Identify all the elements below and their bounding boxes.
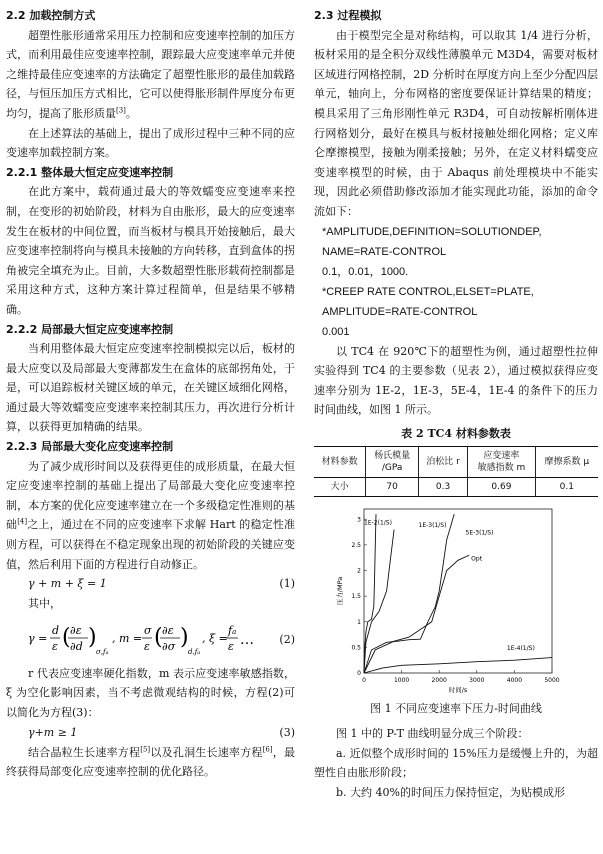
code-line: AMPLITUDE=RATE-CONTROL — [322, 305, 478, 318]
svg-text:ε: ε — [144, 639, 150, 653]
svg-text:ε: ε — [228, 639, 234, 653]
figure-1 — [314, 497, 598, 697]
svg-text:σ: σ — [144, 623, 152, 637]
table-row — [314, 477, 598, 496]
svg-text:fa: fa — [228, 623, 237, 637]
section-2-2-title: 2.2 加载控制方式 — [6, 9, 96, 22]
pressure-time-chart — [314, 497, 598, 697]
table-cell: 0.69 — [468, 477, 535, 496]
table-cell: 0.3 — [418, 477, 467, 496]
table-header: 杨氏模量 /GPa — [366, 446, 419, 477]
section-2-2-3-title: 2.2.3 局部最大变化应变速率控制 — [6, 440, 174, 454]
paragraph: 当利用整体最大恒定应变速率控制模拟完以后，板材的最大应变以及局部最大变薄都发生在盒体的底部拐角处，于是，可以追踪板材关键区域的单元，在关键区域细化网格，通过最大等效蠕变应变速率来控制其压力，再次进行分析计算，以获得更加精确的结果。 — [6, 342, 295, 434]
svg-text:, m =: , m = — [112, 631, 143, 645]
x-tick-label: 3000 — [469, 676, 485, 684]
paragraph: 为了减少成形时间以及获得更佳的成形质量，在最大恒定应变速率控制的基础上提出了局部最大变化应变速率控制，本方案的优化应变速率建立在一个多级稳定性准则的基础[4]之上，通过在不同的应变速率下求解 Hart 的稳定性准则方程，可以获得在不稳定现象出现的初始阶段的关键应变值，然后利用下面的方程进行自动修正。 — [6, 459, 296, 571]
y-tick-label: 3 — [357, 515, 361, 523]
series-label: 5E-3(1/S) — [465, 529, 494, 537]
svg-text:∂σ: ∂σ — [162, 639, 176, 653]
table-header: 应变速率 敏感指数 m — [468, 446, 535, 477]
series-label: 1E-4(1/S) — [506, 644, 535, 652]
paragraph: b. 大约 40%的时间压力保持恒定，为贴模成形 — [336, 785, 565, 799]
paragraph: 在此方案中，载荷通过最大的等效蠕变应变速率来控制，在变形的初始阶段，材料为自由胀形，最大的应变速率发生在板材的中间位置，而当板材与模具开始接触后，最大应变速率控制将向与模具未接触的方向转移，直到盒体的拐角被完全填充为止。目前，大多数超塑性胀形载荷控制都是采用这种方式，这种方案计算过程简单，但是结果不够精确。 — [6, 185, 295, 316]
x-tick-label: 2000 — [431, 676, 447, 684]
x-axis-label: 时间/s — [448, 685, 468, 694]
paragraph: 结合晶粒生长速率方程[5]以及孔洞生长速率方程[6]，最终获得局部变化应变速率控制的优化路径。 — [6, 744, 296, 779]
left-column — [6, 6, 295, 782]
x-tick-label: 0 — [362, 676, 366, 684]
y-tick-label: 1.5 — [351, 592, 361, 600]
table-cell: 0.1 — [535, 477, 598, 496]
series-line — [364, 555, 469, 673]
svg-text:∂d: ∂d — [70, 639, 83, 653]
table-header-row — [314, 446, 598, 477]
svg-text:γ =: γ = — [28, 631, 48, 645]
table-header: 泊松比 r — [418, 446, 467, 477]
citation-3[interactable]: [3] — [116, 106, 126, 115]
figure-caption: 图 1 不同应变速率下压力-时间曲线 — [370, 701, 542, 715]
svg-text:∂ε: ∂ε — [70, 623, 82, 637]
equation-1: γ + m + ξ = 1 (1) — [28, 577, 295, 591]
y-tick-label: 0 — [357, 669, 361, 677]
section-2-2-2-title: 2.2.2 局部最大恒定应变速率控制 — [6, 322, 174, 336]
paragraph: a. 近似整个成形时间的 15%压力是缓慢上升的，为超塑性自由胀形阶段； — [314, 746, 598, 780]
table-caption: 表 2 TC4 材料参数表 — [401, 426, 511, 440]
right-column — [314, 6, 598, 802]
where-label: 其中， — [28, 597, 61, 611]
svg-text:d,fa: d,fa — [188, 647, 201, 656]
equation-3: γ+m ≥ 1 (3) — [28, 725, 295, 739]
svg-text:∂ε: ∂ε — [162, 623, 174, 637]
svg-text:ε: ε — [52, 639, 58, 653]
code-block — [314, 222, 598, 342]
series-line — [364, 529, 394, 673]
paragraph: 由于模型完全是对称结构，可以取其 1/4 进行分析，板材采用的是全积分双线性薄膜单元 M3D4，需要对板材区域进行网格控制，2D 分析时在厚度方向上至少分配四层单元，轴向上，分布网格的密度要保证计算结果的精度；模具采用了三角形刚性单元 R3D4，可自动按解析刚体进行网格划分，最好在模具与板材接触处细化网格；定义库仑摩擦模型，接触为刚柔接触；另外，在定义材料蠕变应变速率模型的时候，由于 Abaqus 前处理模块中不能实现，因此必须借助修改添加才能实现此功能，添加的命令流如下： — [314, 28, 598, 218]
x-tick-label: 4000 — [506, 676, 523, 684]
code-line: 0.001 — [322, 325, 350, 338]
citation-4[interactable]: [4] — [17, 517, 28, 526]
y-tick-label: 1 — [357, 618, 361, 626]
table-header: 材料参数 — [321, 456, 358, 467]
x-tick-label: 5000 — [544, 676, 560, 684]
paragraph: 在上述算法的基础上，提出了成形过程中三种不同的应变速率加载控制方案。 — [6, 126, 295, 160]
citation-6[interactable]: [6] — [262, 744, 273, 753]
series-label: 1E-2(1/S) — [364, 518, 392, 526]
equation-2: γ = d ε ( ∂ε ∂d ) σ,fa , m = σ ε ( ∂ε ∂σ ) d,fa , ξ = fa ε … (2) — [28, 623, 295, 656]
code-line: NAME=RATE-CONTROL — [322, 245, 447, 258]
y-axis-label: 压力/MPa — [336, 576, 344, 605]
svg-text:(: ( — [62, 624, 71, 650]
x-tick-label: 1000 — [393, 676, 410, 684]
section-2-3-title: 2.3 过程模拟 — [314, 9, 382, 22]
series-label: Opt — [471, 554, 483, 562]
series-label: 1E-3(1/S) — [418, 521, 447, 529]
svg-text:): ) — [180, 624, 189, 650]
paragraph: 以 TC4 在 920℃下的超塑性为例，通过超塑性拉伸实验得到 TC4 的主要参数（见表 2），通过模拟获得应变速率分别为 1E-2，1E-3，5E-4，1E-4 的条件下的压力时间曲线，如图 1 所示。 — [314, 344, 598, 417]
paragraph: 图 1 中的 P-T 曲线明显分成三个阶段： — [336, 727, 529, 741]
svg-text:σ,fa: σ,fa — [96, 647, 109, 656]
material-table — [314, 446, 598, 497]
y-tick-label: 2.5 — [351, 541, 361, 549]
svg-text:(: ( — [154, 624, 163, 650]
svg-text:, ξ =: , ξ = — [202, 631, 228, 645]
citation-5[interactable]: [5] — [140, 744, 151, 753]
svg-text:d: d — [52, 623, 60, 637]
table-cell: 大小 — [330, 481, 349, 492]
table-cell: 70 — [366, 477, 419, 496]
code-line: 0.1，0.01，1000. — [322, 265, 409, 278]
y-tick-label: 0.5 — [351, 643, 361, 651]
y-tick-label: 2 — [357, 567, 361, 574]
paragraph: 超塑性胀形通常采用压力控制和应变速率控制的加压方式，而利用最佳应变速率控制，跟踪最大应变速率单元并使之维持最佳应变速率的方法确定了超塑性胀形的最佳加载路径，与恒压加压方式相比，它可以使得胀形制件厚度分布更均匀，提高了胀形质量[3]。 — [6, 28, 295, 120]
svg-text:…: … — [240, 631, 254, 648]
code-line: *AMPLITUDE,DEFINITION=SOLUTIONDEP, — [322, 225, 542, 238]
paragraph: r 代表应变速率硬化指数，m 表示应变速率敏感指数，ξ 为空化影响因素，当不考虑微观结构的时候，方程(2)可以简化为方程(3)： — [6, 666, 295, 719]
series-line — [364, 657, 552, 672]
svg-text:): ) — [88, 624, 97, 650]
section-2-2-1-title: 2.2.1 整体最大恒定应变速率控制 — [6, 165, 174, 179]
code-line: *CREEP RATE CONTROL,ELSET=PLATE, — [322, 285, 534, 298]
table-header: 摩擦系数 μ — [535, 446, 598, 477]
